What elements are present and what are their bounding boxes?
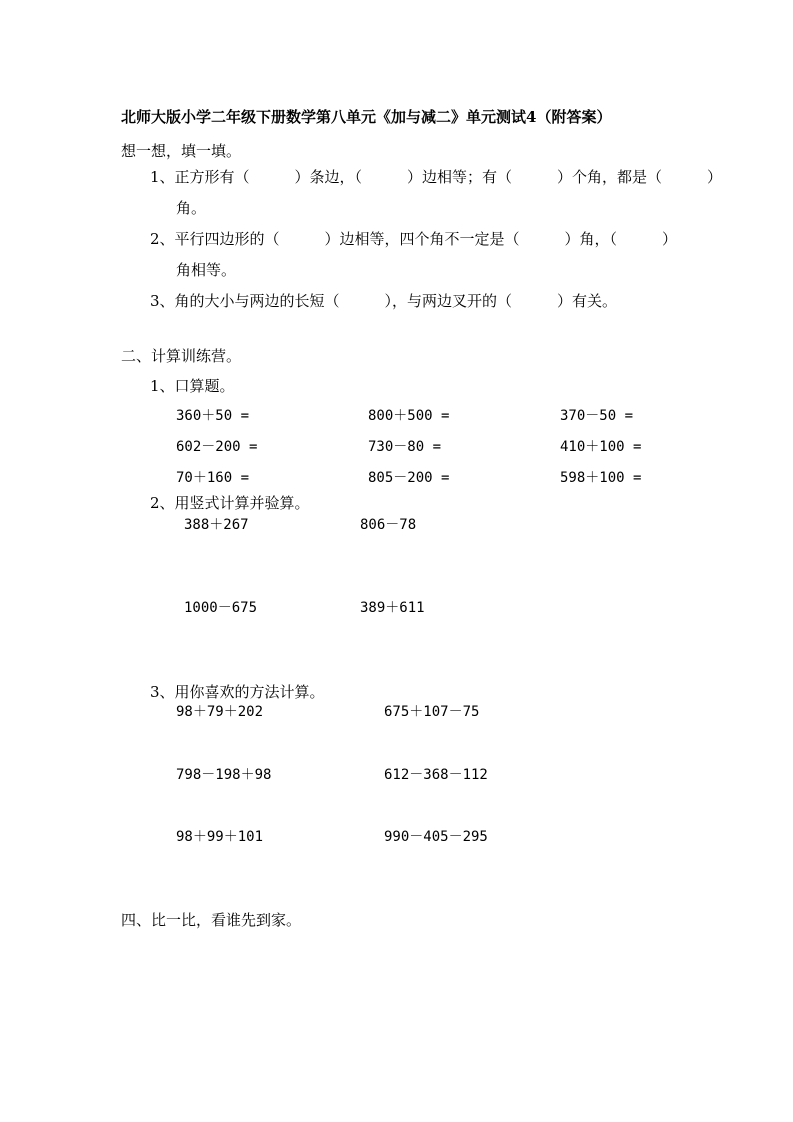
q3-line: 3、角的大小与两边的长短（ ），与两边叉开的（ ）有关。 [150,292,618,310]
vertical-calc-item: 806－78 [360,517,417,533]
oral-calc-item: 410＋100 = [560,439,642,455]
sub1-heading: 1、口算题。 [150,377,235,395]
oral-calc-item: 800＋500 = [368,408,450,424]
section1-heading: 想一想，填一填。 [121,142,242,160]
free-calc-item: 98＋99＋101 [176,829,264,845]
vertical-calc-item: 1000－675 [184,600,258,616]
free-calc-item: 612－368－112 [384,767,488,783]
free-calc-item: 990－405－295 [384,829,488,845]
page-title: 北师大版小学二年级下册数学第八单元《加与减二》单元测试4（附答案） [121,108,612,126]
q2-line2: 角相等。 [176,261,237,279]
oral-calc-item: 730－80 = [368,439,442,455]
oral-calc-item: 805－200 = [368,470,450,486]
oral-calc-item: 370－50 = [560,408,634,424]
section4-heading: 四、比一比，看谁先到家。 [121,911,302,929]
section2-heading: 二、计算训练营。 [121,347,242,365]
oral-calc-item: 70＋160 = [176,470,250,486]
sub3-heading: 3、用你喜欢的方法计算。 [150,683,325,701]
sub2-heading: 2、用竖式计算并验算。 [150,494,310,512]
free-calc-item: 98＋79＋202 [176,704,264,720]
oral-calc-item: 602－200 = [176,439,258,455]
q2-line1: 2、平行四边形的（ ）边相等，四个角不一定是（ ）角，（ ） [150,230,678,248]
oral-calc-item: 360＋50 = [176,408,250,424]
q1-line1: 1、正方形有（ ）条边，（ ）边相等；有（ ）个角，都是（ ） [150,168,723,186]
oral-calc-item: 598＋100 = [560,470,642,486]
vertical-calc-item: 388＋267 [184,517,249,533]
free-calc-item: 798－198＋98 [176,767,272,783]
free-calc-item: 675＋107－75 [384,704,480,720]
q1-line2: 角。 [176,199,207,217]
vertical-calc-item: 389＋611 [360,600,425,616]
